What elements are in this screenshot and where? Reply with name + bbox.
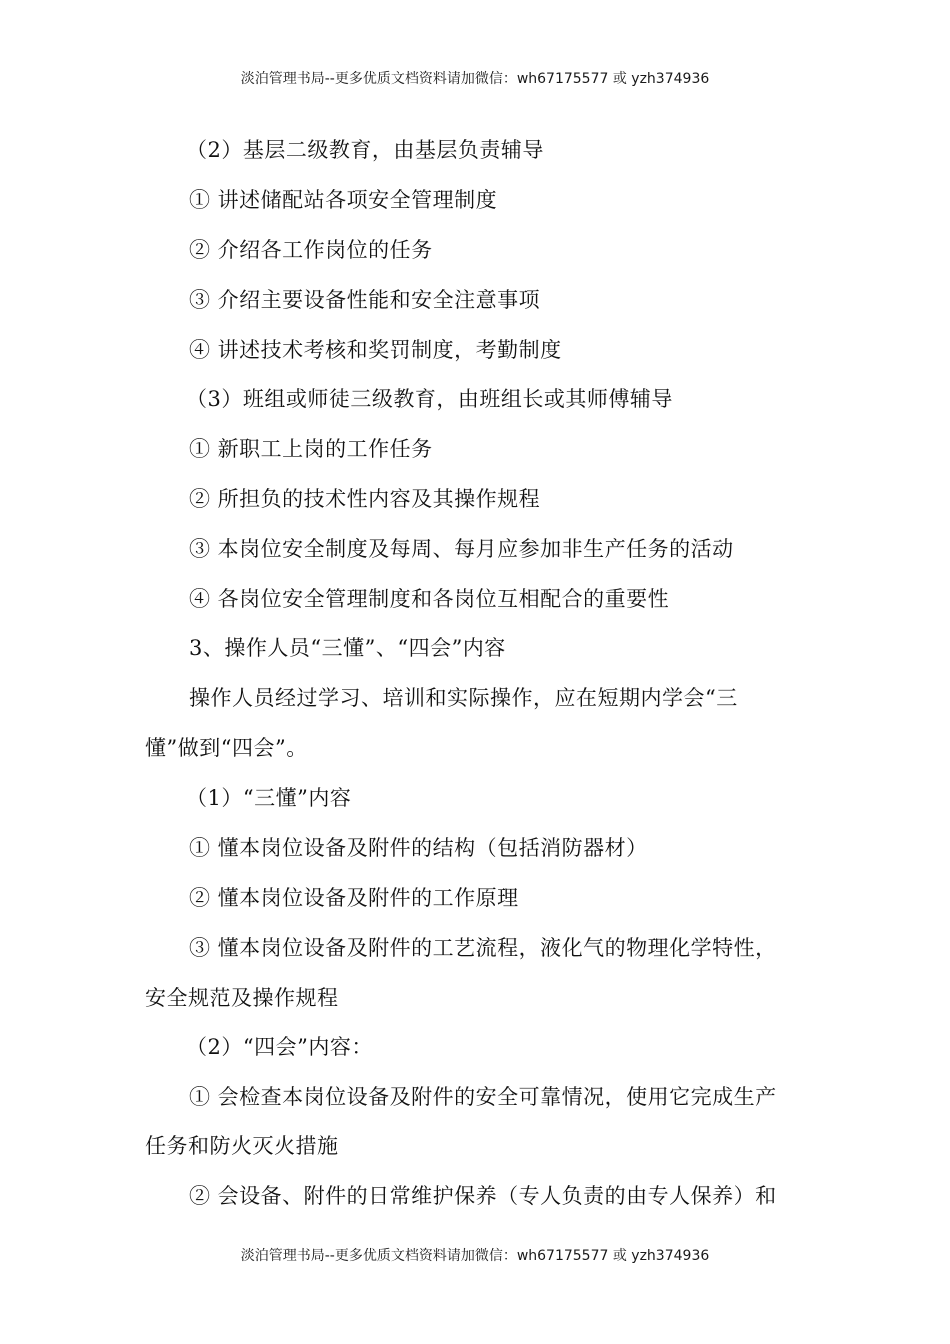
list-item: ④ 讲述技术考核和奖罚制度，考勤制度 bbox=[189, 338, 562, 362]
list-item: ③ 介绍主要设备性能和安全注意事项 bbox=[189, 288, 541, 312]
section-title: 3、操作人员“三懂”、“四会”内容 bbox=[189, 636, 506, 660]
list-item: ② 所担负的技术性内容及其操作规程 bbox=[189, 487, 541, 511]
list-item: ④ 各岗位安全管理制度和各岗位互相配合的重要性 bbox=[189, 587, 670, 611]
list-item: ① 新职工上岗的工作任务 bbox=[189, 437, 433, 461]
page-header: 淡泊管理书局--更多优质文档资料请加微信：wh67175577 或 yzh374936 bbox=[240, 71, 710, 87]
list-item: ② 介绍各工作岗位的任务 bbox=[189, 238, 433, 262]
page-footer: 淡泊管理书局--更多优质文档资料请加微信：wh67175577 或 yzh374936 bbox=[240, 1248, 710, 1264]
list-item: ③ 本岗位安全制度及每周、每月应参加非生产任务的活动 bbox=[189, 537, 734, 561]
list-item-continuation: 安全规范及操作规程 bbox=[145, 986, 339, 1010]
list-item: ③ 懂本岗位设备及附件的工艺流程，液化气的物理化学特性， bbox=[189, 936, 777, 960]
paragraph-line: 操作人员经过学习、培训和实际操作，应在短期内学会“三 bbox=[189, 686, 738, 710]
list-item: ② 懂本岗位设备及附件的工作原理 bbox=[189, 886, 519, 910]
list-item: ① 会检查本岗位设备及附件的安全可靠情况，使用它完成生产 bbox=[189, 1085, 777, 1109]
section-heading-2: （2）基层二级教育，由基层负责辅导 bbox=[186, 138, 544, 162]
paragraph-line: 懂”做到“四会”。 bbox=[145, 736, 308, 760]
list-item: ② 会设备、附件的日常维护保养（专人负责的由专人保养）和 bbox=[189, 1184, 777, 1208]
section-heading-2: （2）“四会”内容： bbox=[186, 1035, 373, 1059]
list-item-continuation: 任务和防火灭火措施 bbox=[145, 1134, 339, 1158]
section-heading-1: （1）“三懂”内容 bbox=[186, 786, 352, 810]
list-item: ① 讲述储配站各项安全管理制度 bbox=[189, 188, 498, 212]
list-item: ① 懂本岗位设备及附件的结构（包括消防器材） bbox=[189, 836, 648, 860]
section-heading-3: （3）班组或师徒三级教育，由班组长或其师傅辅导 bbox=[186, 387, 673, 411]
